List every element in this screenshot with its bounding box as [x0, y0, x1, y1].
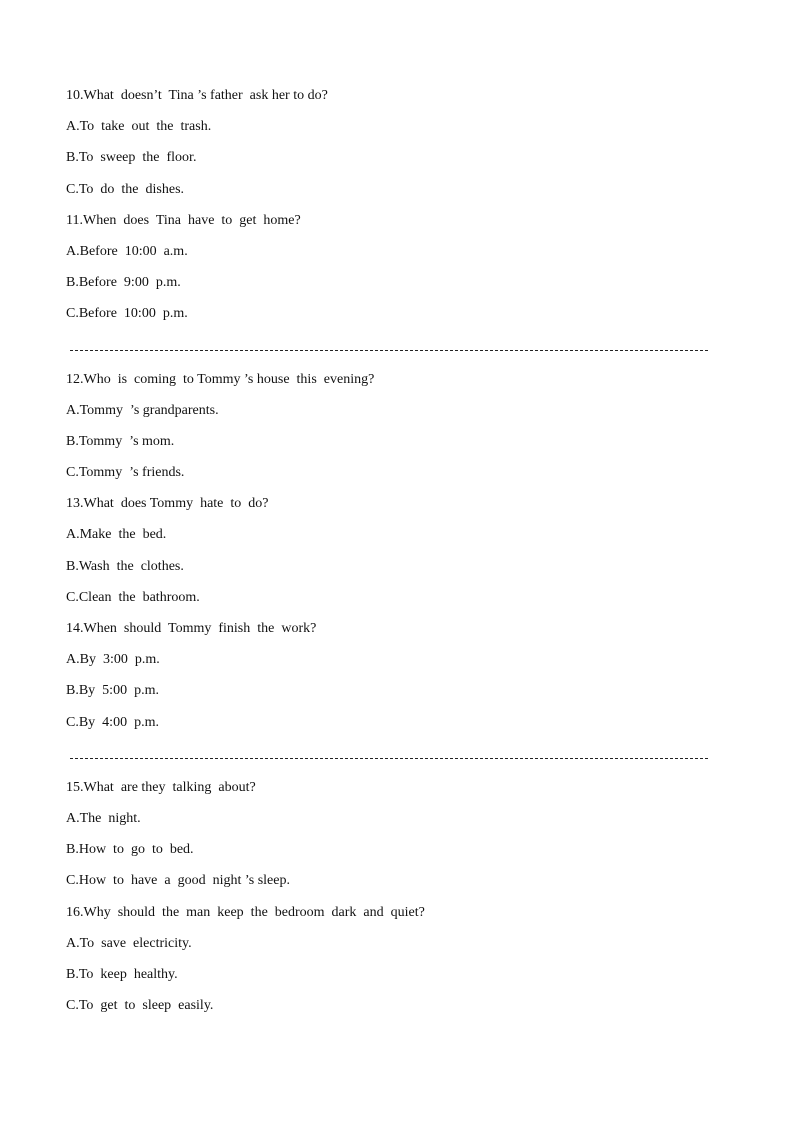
section-3 [66, 776, 726, 1026]
question-13-option-a: A.Make the bed. [66, 527, 167, 543]
question-14-option-a: A.By 3:00 p.m. [66, 652, 160, 668]
question-12-option-b: B.Tommy ’s mom. [66, 433, 175, 449]
question-16-option-b: B.To keep healthy. [66, 966, 178, 982]
question-14-option-b: B.By 5:00 p.m. [66, 683, 159, 699]
question-16: 16.Why should the man keep the bedroom dark and quiet? [66, 904, 425, 920]
section-divider [66, 742, 726, 776]
question-14-option-c: C.By 4:00 p.m. [66, 714, 159, 730]
question-12-option-c: C.Tommy ’s friends. [66, 465, 185, 481]
question-10: 10.What doesn’t Tina ’s father ask her to do? [66, 88, 328, 103]
question-14: 14.When should Tommy finish the work? [66, 621, 317, 636]
question-12-option-a: A.Tommy ’s grandparents. [66, 402, 219, 418]
question-10-option-b: B.To sweep the floor. [66, 150, 197, 166]
question-15-option-c: C.How to have a good night ’s sleep. [66, 873, 290, 889]
question-13-option-b: B.Wash the clothes. [66, 558, 184, 574]
question-16-option-c: C.To get to sleep easily. [66, 998, 214, 1014]
question-11-option-c: C.Before 10:00 p.m. [66, 306, 188, 322]
question-12: 12.Who is coming to Tommy ’s house this evening? [66, 371, 375, 387]
question-15: 15.What are they talking about? [66, 779, 256, 795]
question-16-option-a: A.To save electricity. [66, 935, 192, 951]
section-1 [66, 84, 726, 334]
question-13: 13.What does Tommy hate to do? [66, 496, 269, 512]
question-15-option-b: B.How to go to bed. [66, 842, 194, 858]
worksheet-page [66, 84, 726, 1025]
question-11-option-a: A.Before 10:00 a.m. [66, 243, 188, 259]
question-11-option-b: B.Before 9:00 p.m. [66, 275, 181, 291]
question-13-option-c: C.Clean the bathroom. [66, 589, 200, 605]
question-15-option-a: A.The night. [66, 810, 141, 826]
section-divider [66, 334, 726, 368]
question-10-option-a: A.To take out the trash. [66, 119, 212, 135]
section-2 [66, 368, 726, 742]
question-11: 11.When does Tina have to get home? [66, 212, 301, 228]
question-10-option-c: C.To do the dishes. [66, 181, 185, 197]
